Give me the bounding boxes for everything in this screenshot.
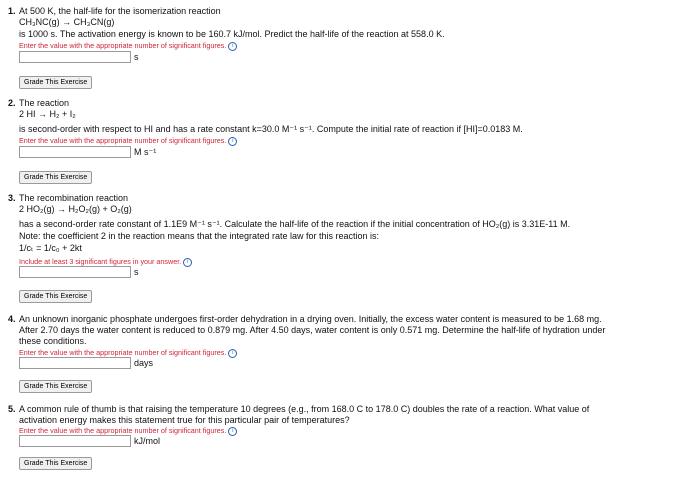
question-2-unit: M s⁻¹	[134, 147, 157, 157]
question-4-text-2: After 2.70 days the water content is reduced to 0.879 mg. After 4.50 days, water content is only 0.571 mg. Determine the half-life of hydration under	[19, 325, 606, 335]
question-4-grade-button[interactable]: Grade This Exercise	[19, 380, 92, 393]
question-4-text-3: these conditions.	[19, 336, 87, 346]
question-2-equation: 2 HI → H₂ + I₂	[19, 109, 76, 119]
question-5-unit: kJ/mol	[134, 436, 161, 446]
question-3-text: The recombination reaction	[19, 193, 129, 203]
question-1-text-2: is 1000 s. The activation energy is known to be 160.7 kJ/mol. Predict the half-life of the reaction at 558.0 K.	[19, 29, 445, 39]
hint-text: Enter the value with the appropriate number of significant figures.	[19, 41, 227, 50]
question-4-text: An unknown inorganic phosphate undergoes first-order dehydration in a drying oven. Initially, the excess water content is measured to be 1.68 mg.	[19, 314, 602, 324]
question-3-grade-button[interactable]: Grade This Exercise	[19, 290, 92, 303]
question-4-answer-input[interactable]	[19, 357, 131, 369]
info-icon[interactable]: i	[228, 427, 237, 436]
question-5-answer-input[interactable]	[19, 435, 131, 447]
hint-text: Enter the value with the appropriate number of significant figures.	[19, 348, 227, 357]
question-1-grade-button[interactable]: Grade This Exercise	[19, 76, 92, 89]
info-icon[interactable]: i	[183, 258, 192, 267]
hint-text: Include at least 3 significant figures in your answer.	[19, 257, 182, 266]
question-1-equation: CH₃NC(g) → CH₃CN(g)	[19, 17, 115, 27]
question-3-equation: 2 HO₂(g) → H₂O₂(g) + O₂(g)	[19, 204, 132, 214]
question-2-text-2: is second-order with respect to HI and has a rate constant k=30.0 M⁻¹ s⁻¹. Compute the initial rate of reaction if [HI]=0.0183 M.	[19, 124, 523, 134]
question-3-text-2: has a second-order rate constant of 1.1E9 M⁻¹ s⁻¹. Calculate the half-life of the reaction if the initial concentration of HO₂(g) is 3.31E-11 M.	[19, 219, 571, 229]
question-1-unit: s	[134, 52, 139, 62]
question-1-answer-input[interactable]	[19, 51, 131, 63]
question-1-hint	[19, 40, 237, 51]
question-3-note: Note: the coefficient 2 in the reaction means that the integrated rate law for this reaction is:	[19, 231, 380, 241]
hint-text: Enter the value with the appropriate number of significant figures.	[19, 426, 227, 435]
question-4-number: 4.	[8, 314, 16, 324]
question-1-text: At 500 K, the half-life for the isomerization reaction	[19, 6, 221, 16]
question-3-answer-input[interactable]	[19, 266, 131, 278]
question-2-grade-button[interactable]: Grade This Exercise	[19, 171, 92, 184]
info-icon[interactable]: i	[228, 137, 237, 146]
question-2-text: The reaction	[19, 98, 70, 108]
question-2-number: 2.	[8, 98, 16, 108]
question-5-text-2: activation energy makes this statement true for this particular pair of temperatures?	[19, 415, 350, 425]
question-2-hint	[19, 135, 237, 146]
hint-text: Enter the value with the appropriate number of significant figures.	[19, 136, 227, 145]
question-2-answer-input[interactable]	[19, 146, 131, 158]
question-4-unit: days	[134, 358, 154, 368]
question-5-number: 5.	[8, 404, 16, 414]
question-5-grade-button[interactable]: Grade This Exercise	[19, 457, 92, 470]
question-3-number: 3.	[8, 193, 16, 203]
question-5-text: A common rule of thumb is that raising the temperature 10 degrees (e.g., from 168.0 C to 178.0 C) doubles the rate of a reaction. What value of	[19, 404, 590, 414]
info-icon[interactable]: i	[228, 349, 237, 358]
question-3-unit: s	[134, 267, 139, 277]
question-1-number: 1.	[8, 6, 16, 16]
question-3-rate-law: 1/cₜ = 1/c₀ + 2kt	[19, 243, 82, 253]
info-icon[interactable]: i	[228, 42, 237, 51]
